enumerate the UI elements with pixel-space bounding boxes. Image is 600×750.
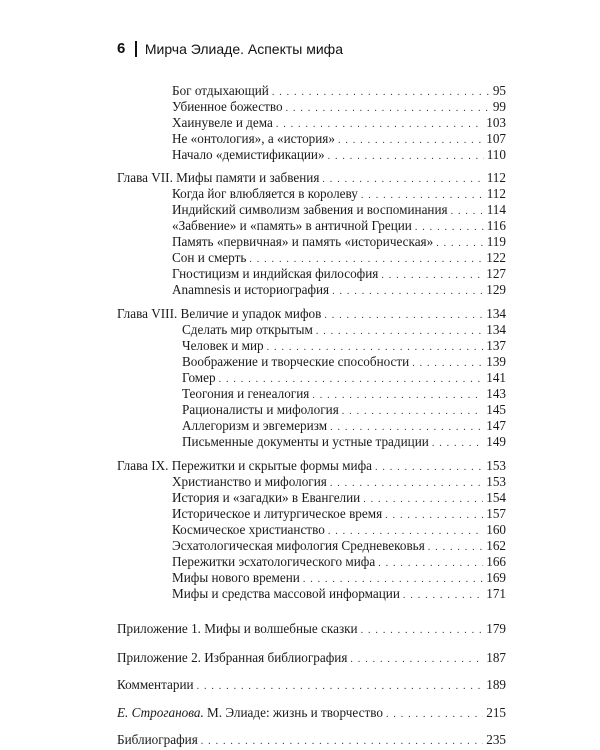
- toc-entry-page: 103: [486, 115, 506, 130]
- toc-entry-page: 187: [486, 650, 506, 665]
- toc-row[interactable]: [172, 234, 506, 250]
- toc-entry-title: «Забвение» и «память» в античной Греции: [172, 218, 412, 233]
- toc-entry-title: Письменные документы и устные традиции: [182, 434, 429, 449]
- toc-entry-page: 157: [486, 506, 506, 521]
- toc-entry-title: Человек и мир: [182, 338, 264, 353]
- toc-chapter-row[interactable]: [117, 170, 506, 186]
- toc-row[interactable]: [182, 386, 506, 402]
- toc-appendix-row[interactable]: [117, 650, 506, 666]
- toc-chapter-row[interactable]: [117, 306, 506, 322]
- toc-entry-title: Хаинувеле и дема: [172, 115, 273, 130]
- toc-row[interactable]: [172, 522, 506, 538]
- toc-row[interactable]: [172, 474, 506, 490]
- toc-row[interactable]: [172, 83, 506, 99]
- toc-entry-title: [117, 705, 383, 721]
- running-title: Мирча Элиаде. Аспекты мифа: [144, 40, 343, 57]
- toc-entry-title: Убиенное божество: [172, 99, 283, 114]
- toc-entry-title: Пережитки эсхатологического мифа: [172, 554, 376, 569]
- toc-row[interactable]: [172, 282, 506, 298]
- toc-row[interactable]: [172, 490, 506, 506]
- toc-entry-title: Индийский символизм забвения и воспоминания: [172, 202, 448, 217]
- toc-row[interactable]: [182, 418, 506, 434]
- toc-essay-row[interactable]: [117, 705, 506, 721]
- toc-entry-title: Мифы нового времени: [172, 570, 300, 585]
- toc-entry-title: Гностицизм и индийская философия: [172, 266, 379, 281]
- toc-row[interactable]: [182, 402, 506, 418]
- toc-entry-page: 235: [486, 732, 506, 747]
- toc-entry-page: 149: [486, 434, 506, 449]
- toc-entry-title: Начало «демистификации»: [172, 147, 325, 162]
- toc-commentary-row[interactable]: [117, 677, 506, 693]
- toc-entry-title: Память «первичная» и память «историческая»: [172, 234, 434, 249]
- toc-entry-title: Эсхатологическая мифология Средневековья: [172, 538, 425, 553]
- toc-appendix-row[interactable]: [117, 621, 506, 637]
- toc-entry-page: 119: [486, 234, 506, 249]
- toc-entry-title: Рационалисты и мифология: [182, 402, 339, 417]
- toc-row[interactable]: [172, 202, 506, 218]
- toc-entry-page: 134: [486, 322, 506, 337]
- toc-entry-page: 99: [492, 99, 506, 114]
- toc-row[interactable]: [172, 147, 506, 163]
- toc-entry-page: 154: [486, 490, 506, 505]
- toc-row[interactable]: [182, 370, 506, 386]
- toc-entry-title: Anamnesis и историография: [172, 282, 330, 297]
- toc-row[interactable]: [172, 570, 506, 586]
- toc-entry-page: 162: [486, 538, 506, 553]
- toc-entry-page: 127: [486, 266, 506, 281]
- toc-row[interactable]: [172, 250, 506, 266]
- leader-dots: [350, 652, 483, 668]
- toc-entry-title: Теогония и генеалогия: [182, 386, 310, 401]
- toc-row[interactable]: [172, 131, 506, 147]
- toc-row[interactable]: [172, 586, 506, 602]
- toc-row[interactable]: [182, 354, 506, 370]
- leader-dots: [197, 679, 484, 695]
- toc-entry-page: 160: [486, 522, 506, 537]
- toc-entry-page: 215: [486, 705, 506, 720]
- toc-entry-title: Христианство и мифология: [172, 474, 327, 489]
- leader-dots: [328, 149, 484, 165]
- toc-entry-page: 143: [486, 386, 506, 401]
- toc-entry-page: 141: [486, 370, 506, 385]
- leader-dots: [386, 707, 483, 723]
- toc-entry-page: 110: [486, 147, 506, 162]
- toc-entry-page: 166: [486, 554, 506, 569]
- running-header: [117, 40, 343, 57]
- toc-entry-page: 179: [486, 621, 506, 636]
- leader-dots: [361, 623, 484, 639]
- leader-dots: [403, 588, 483, 604]
- toc-bibliography-row[interactable]: [117, 732, 506, 748]
- toc-entry-title: Аллегоризм и эвгемеризм: [182, 418, 328, 433]
- toc-entry-page: 171: [486, 586, 506, 601]
- toc-entry-title: Когда йог влюбляется в королеву: [172, 186, 358, 201]
- toc-entry-title: Бог отдыхающий: [172, 83, 269, 98]
- toc-entry-page: 122: [486, 250, 506, 265]
- toc-entry-page: 107: [486, 131, 506, 146]
- leader-dots: [332, 284, 483, 300]
- toc-row[interactable]: [172, 266, 506, 282]
- toc-entry-page: 137: [486, 338, 506, 353]
- toc-row[interactable]: [172, 186, 506, 202]
- toc-entry-title: Приложение 1. Мифы и волшебные сказки: [117, 621, 358, 636]
- toc-entry-page: 169: [486, 570, 506, 585]
- toc-entry-page: 153: [486, 474, 506, 489]
- toc-chapter-title: Глава IX. Пережитки и скрытые формы мифа: [117, 458, 372, 473]
- toc-entry-title: Мифы и средства массовой информации: [172, 586, 400, 601]
- toc-entry-title: Библиография: [117, 732, 198, 747]
- toc-entry-title: Воображение и творческие способности: [182, 354, 410, 369]
- toc-row[interactable]: [182, 338, 506, 354]
- toc-row[interactable]: [172, 506, 506, 522]
- toc-entry-title: Сделать мир открытым: [182, 322, 313, 337]
- toc-entry-page: 145: [486, 402, 506, 417]
- toc-entry-title: Историческое и литургическое время: [172, 506, 383, 521]
- toc-entry-page: 147: [486, 418, 506, 433]
- essay-author: Е. Строганова.: [117, 705, 204, 720]
- toc-entry-title: Гомер: [182, 370, 216, 385]
- page-number: 6: [117, 40, 126, 57]
- toc-entry-page: 189: [486, 677, 506, 692]
- toc-entry-page: 112: [486, 186, 506, 201]
- toc-entry-page: 129: [486, 282, 506, 297]
- header-divider: [135, 41, 137, 57]
- toc-entry-title: Космическое христианство: [172, 522, 325, 537]
- toc-entry-title: История и «загадки» в Евангелии: [172, 490, 361, 505]
- toc-row[interactable]: [172, 538, 506, 554]
- toc-row[interactable]: [172, 218, 506, 234]
- toc-entry-page: 153: [486, 458, 506, 473]
- toc-entry-title: Не «онтология», а «история»: [172, 131, 335, 146]
- toc-row[interactable]: [172, 99, 506, 115]
- essay-title: М. Элиаде: жизнь и творчество: [203, 705, 383, 720]
- toc-entry-page: 95: [492, 83, 506, 98]
- toc-entry-title: Комментарии: [117, 677, 194, 692]
- leader-dots: [201, 734, 483, 750]
- toc-row[interactable]: [172, 554, 506, 570]
- toc-row[interactable]: [182, 322, 506, 338]
- toc-entry-page: 112: [486, 170, 506, 185]
- toc-entry-page: 139: [486, 354, 506, 369]
- toc-chapter-title: Глава VIII. Величие и упадок мифов: [117, 306, 322, 321]
- toc-entry-title: Сон и смерть: [172, 250, 247, 265]
- toc-chapter-title: Глава VII. Мифы памяти и забвения: [117, 170, 320, 185]
- toc-chapter-row[interactable]: [117, 458, 506, 474]
- toc-entry-page: 134: [486, 306, 506, 321]
- leader-dots: [432, 436, 483, 452]
- toc-entry-title: Приложение 2. Избранная библиография: [117, 650, 348, 665]
- toc-entry-page: 116: [486, 218, 506, 233]
- toc-entry-page: 114: [486, 202, 506, 217]
- toc-row[interactable]: [172, 115, 506, 131]
- toc-row[interactable]: [182, 434, 506, 450]
